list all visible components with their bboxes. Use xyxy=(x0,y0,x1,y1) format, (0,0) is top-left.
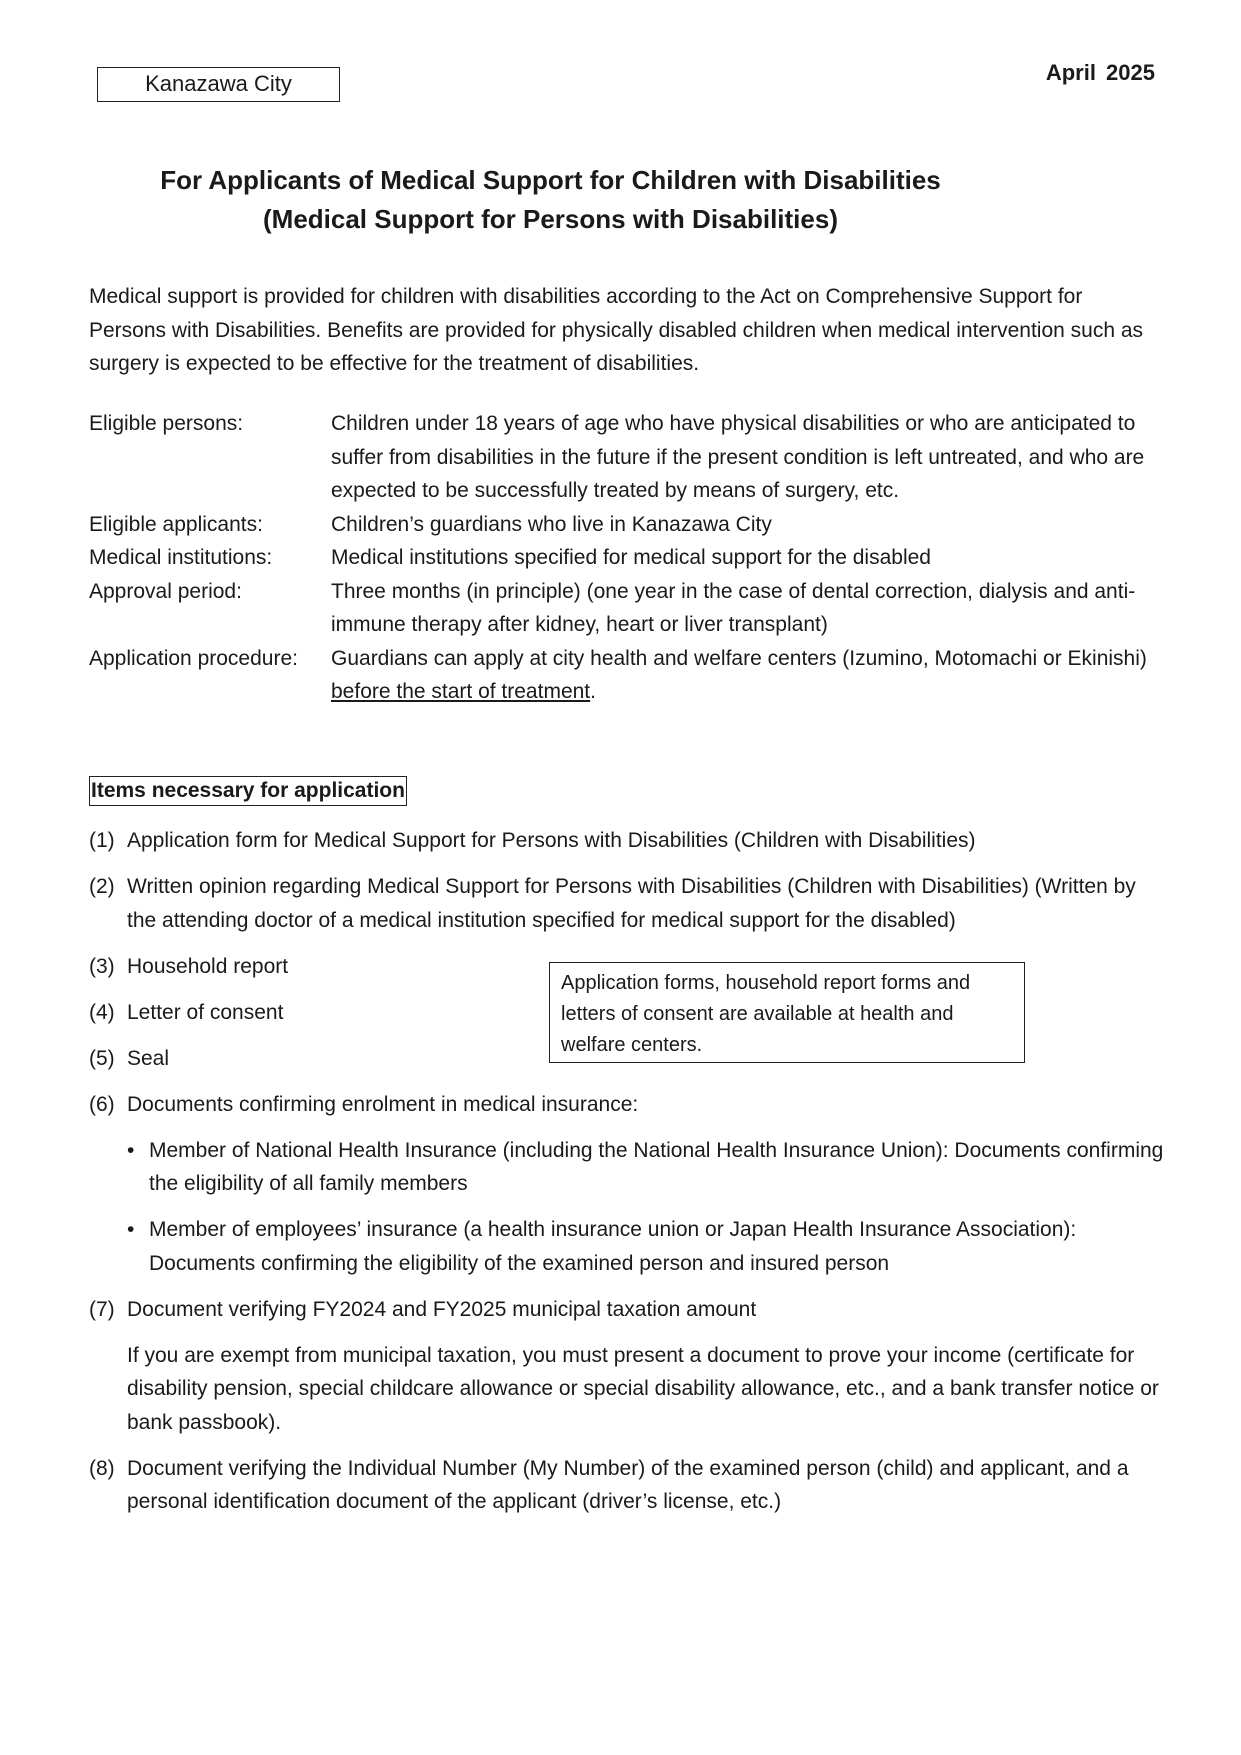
info-label: Eligible applicants: xyxy=(89,512,263,536)
document-date: April 2025 xyxy=(1045,60,1155,85)
info-label: Medical institutions: xyxy=(89,546,273,569)
document-title xyxy=(0,161,1241,239)
list-item xyxy=(89,1452,1169,1519)
items-heading: Items necessary for application xyxy=(89,776,407,806)
item-text: Seal xyxy=(127,1046,170,1070)
info-label: Eligible persons: xyxy=(89,412,244,435)
item-content xyxy=(127,1293,1169,1440)
item-number: (2) xyxy=(89,875,115,898)
item-text: Document verifying the Individual Number (My Number) of the examined person (child) and applicant, and a personal identification document of the applicant (driver’s license, etc.) xyxy=(127,1456,1129,1513)
item-number: (5) xyxy=(89,1046,115,1070)
title-line-1: For Applicants of Medical Support for Children with Disabilities xyxy=(160,165,941,195)
item-number: (8) xyxy=(89,1456,115,1480)
info-label: Approval period: xyxy=(89,579,242,603)
info-value: Medical institutions specified for medical support for the disabled xyxy=(331,546,931,569)
item-text: Documents confirming enrolment in medical insurance: xyxy=(127,1092,639,1116)
bullet-text: Member of employees’ insurance (a health insurance union or Japan Health Insurance Association): Documents confirming the eligibility of the examined person and insured person xyxy=(149,1218,1077,1275)
bullet-mark: • xyxy=(127,1138,135,1162)
intro-paragraph: Medical support is provided for children with disabilities according to the Act on Comprehensive Support for Persons with Disabilities. Benefits are provided for physically disabled children when medical intervention such as surgery is expected to be effective for the treatment of disabilities. xyxy=(89,285,1144,375)
forms-availability-notice: Application forms, household report forms and letters of consent are available at health and welfare centers. xyxy=(549,962,1025,1063)
items-list xyxy=(89,824,1169,1531)
city-label-box: Kanazawa City xyxy=(97,67,340,102)
item-text: Document verifying FY2024 and FY2025 municipal taxation amount xyxy=(127,1297,757,1321)
info-value xyxy=(331,642,1164,709)
info-value: Children’s guardians who live in Kanazawa City xyxy=(331,512,772,536)
info-row-application-procedure xyxy=(89,642,1164,709)
item-text: Household report xyxy=(127,954,289,978)
item-number: (7) xyxy=(89,1297,115,1321)
title-line-2: (Medical Support for Persons with Disabilities) xyxy=(263,204,838,234)
list-item xyxy=(89,1293,1169,1440)
item-number: (4) xyxy=(89,1000,115,1024)
list-item xyxy=(89,824,1169,858)
info-value: Three months (in principle) (one year in the case of dental correction, dialysis and anti-immune therapy after kidney, heart or liver transplant) xyxy=(331,579,1136,636)
info-row-eligible-persons xyxy=(89,407,1164,508)
bullet-item xyxy=(127,1213,1169,1280)
list-item xyxy=(89,870,1169,937)
info-row-approval-period xyxy=(89,575,1164,642)
bullet-mark: • xyxy=(127,1218,135,1241)
item-note: If you are exempt from municipal taxation, you must present a document to prove your income (certificate for disability pension, special childcare allowance or special disability allowance, etc., and a bank transfer notice or bank passbook). xyxy=(127,1343,1159,1434)
list-item xyxy=(89,1088,1169,1122)
bullet-text: Member of National Health Insurance (including the National Health Insurance Union): Documents confirming the eligibility of all family members xyxy=(149,1138,1164,1195)
procedure-period: . xyxy=(590,680,596,703)
info-row-eligible-applicants xyxy=(89,508,1164,542)
procedure-emphasis: before the start of treatment xyxy=(331,680,591,703)
item-text: Application form for Medical Support for Persons with Disabilities (Children with Disabilities) xyxy=(127,829,976,852)
item-number: (1) xyxy=(89,829,115,852)
item-number: (3) xyxy=(89,954,115,978)
item-text: Written opinion regarding Medical Support for Persons with Disabilities (Children with Disabilities) (Written by the attending doctor of a medical institution specified for medical support for the disabled) xyxy=(127,875,1136,932)
info-value: Children under 18 years of age who have physical disabilities or who are anticipated to suffer from disabilities in the future if the present condition is left untreated, and who are expected to be successfully treated by means of surgery, etc. xyxy=(331,412,1145,502)
info-label: Application procedure: xyxy=(89,646,298,670)
eligibility-info xyxy=(89,407,1164,709)
bullet-item xyxy=(127,1134,1169,1201)
item-number: (6) xyxy=(89,1092,115,1116)
info-row-medical-institutions xyxy=(89,541,1164,575)
procedure-text: Guardians can apply at city health and welfare centers (Izumino, Motomachi or Ekinishi) xyxy=(331,646,1147,670)
item-text: Letter of consent xyxy=(127,1000,284,1024)
